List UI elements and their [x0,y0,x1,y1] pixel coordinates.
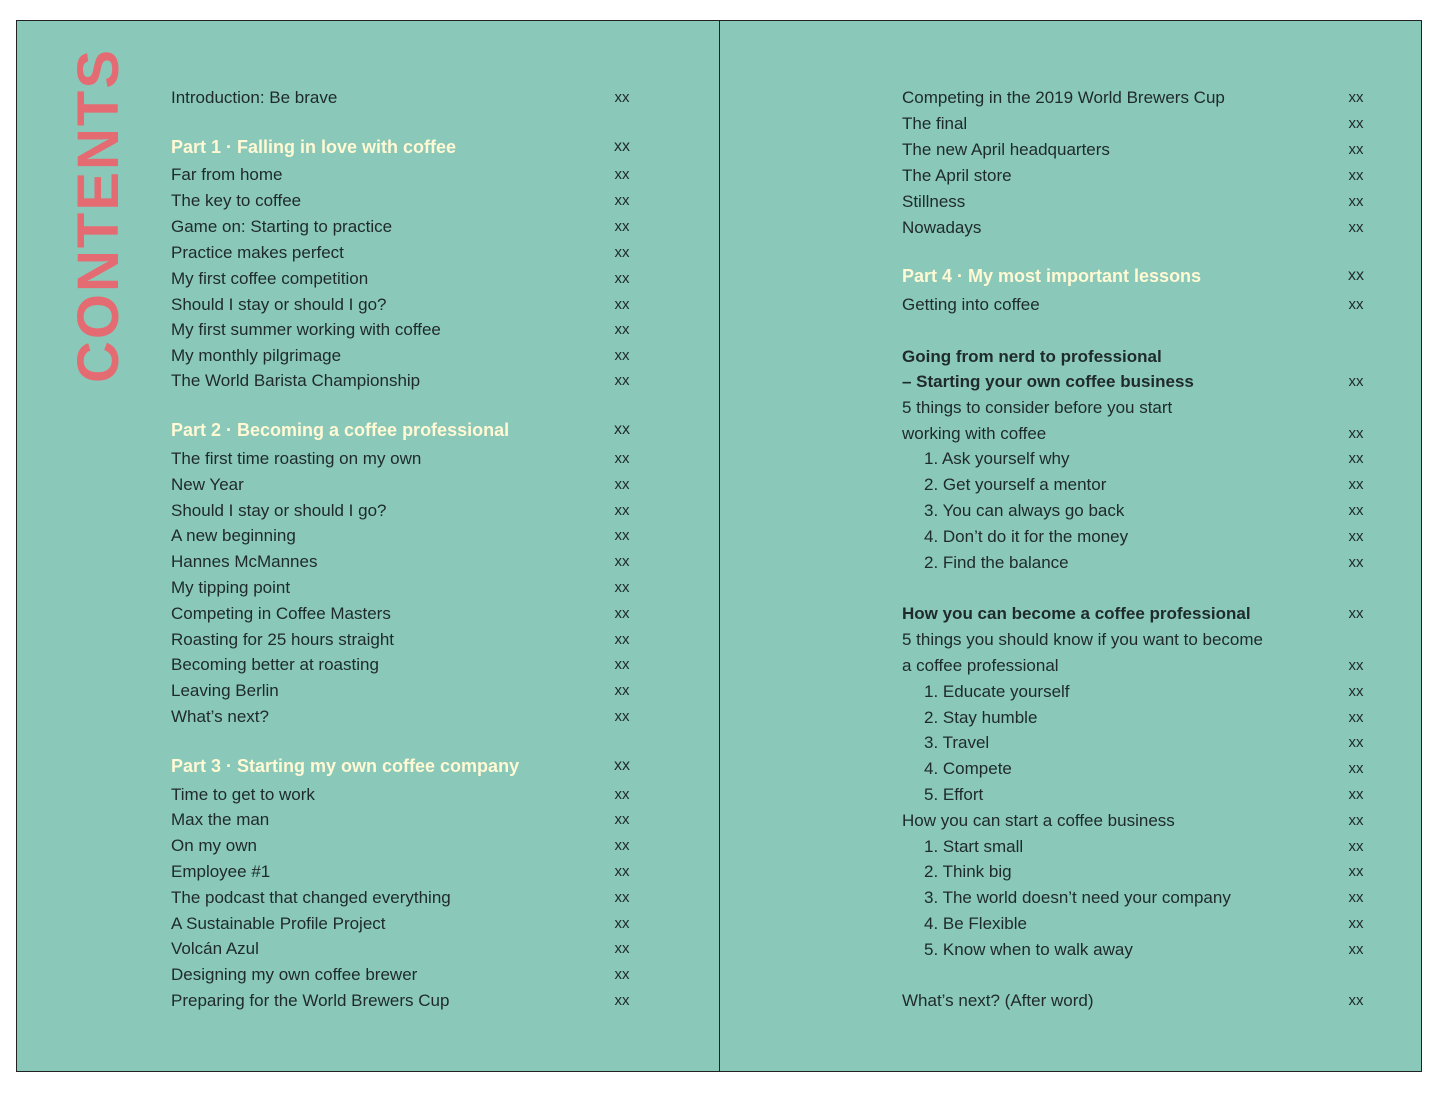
toc-page-number: xx [1348,528,1364,545]
toc-entry[interactable] [171,808,633,832]
toc-entry[interactable] [902,473,1367,497]
toc-page-number: xx [1348,889,1364,906]
toc-entry[interactable] [902,886,1367,910]
toc-entry-title: Leaving Berlin [171,681,279,700]
toc-entry[interactable] [902,731,1367,755]
toc-entry-title: Max the man [171,810,270,829]
toc-entry-title: What’s next? [171,707,269,726]
toc-entry[interactable] [902,370,1367,394]
toc-page-number: xx [1348,89,1364,106]
toc-entry-title: A Sustainable Profile Project [171,914,386,933]
toc-entry[interactable] [902,938,1367,962]
toc-entry[interactable] [171,524,633,548]
toc-entry-title: 3. The world doesn’t need your company [924,888,1231,907]
toc-entry[interactable] [171,783,633,807]
toc-entry-title: Nowadays [902,218,982,237]
toc-page-number: xx [1348,219,1364,236]
toc-entry[interactable] [902,86,1367,110]
toc-page-number: xx [614,296,630,313]
toc-entry[interactable] [171,912,633,936]
toc-page-number: xx [614,992,630,1009]
toc-entry-title: Far from home [171,165,283,184]
toc-entry[interactable] [171,705,633,729]
toc-page-number: xx [614,138,630,155]
toc-page-number: xx [614,244,630,261]
toc-page-number: xx [614,553,630,570]
toc-entry[interactable] [902,783,1367,807]
toc-entry-title: My monthly pilgrimage [171,346,342,365]
toc-entry-title: 5 things to consider before you start [902,398,1173,417]
toc-entry-title: 3. You can always go back [924,501,1125,520]
toc-page-number: xx [1348,267,1364,284]
toc-page-number: xx [1348,812,1364,829]
toc-entry[interactable] [171,653,633,677]
toc-page-number: xx [614,527,630,544]
toc-page-number: xx [614,915,630,932]
page-gutter [719,21,720,1071]
toc-entry[interactable] [171,989,633,1013]
toc-entry-title: The final [902,114,968,133]
toc-page-number: xx [614,889,630,906]
toc-entry[interactable] [902,680,1367,704]
toc-entry[interactable] [171,267,633,291]
toc-entry[interactable] [902,525,1367,549]
toc-entry-title: – Starting your own coffee business [902,372,1194,391]
toc-entry-title: 4. Be Flexible [924,914,1027,933]
toc-entry-title: 4. Compete [924,759,1012,778]
toc-entry[interactable] [171,447,633,471]
toc-entry-title: 5. Effort [924,785,984,804]
toc-entry[interactable] [902,757,1367,781]
toc-entry[interactable] [902,164,1367,188]
toc-entry[interactable] [902,706,1367,730]
toc-entry[interactable] [171,189,633,213]
toc-page-number: xx [614,502,630,519]
toc-page-number: xx [1348,450,1364,467]
toc-page-number: xx [614,863,630,880]
toc-page-number: xx [1348,476,1364,493]
toc-part-heading[interactable] [902,264,1367,288]
toc-page-number: xx [1348,760,1364,777]
toc-entry-title: 2. Think big [924,862,1012,881]
toc-page-number: xx [1348,115,1364,132]
toc-entry[interactable] [171,679,633,703]
toc-entry[interactable] [171,499,633,523]
toc-entry-title: Competing in the 2019 World Brewers Cup [902,88,1225,107]
toc-entry-title: Part 1 · Falling in love with coffee [171,137,457,157]
toc-page-number: xx [614,321,630,338]
toc-entry-title: The World Barista Championship [171,371,421,390]
toc-entry[interactable] [902,345,1367,369]
toc-page-number: xx [1348,709,1364,726]
toc-entry-title: Roasting for 25 hours straight [171,630,395,649]
toc-entry-title: The key to coffee [171,191,302,210]
toc-entry-title: Part 3 · Starting my own coffee company [171,756,520,776]
toc-entry[interactable] [171,215,633,239]
toc-entry-title: On my own [171,836,257,855]
toc-entry[interactable] [171,473,633,497]
toc-entry-title: The April store [902,166,1012,185]
toc-page-number: xx [614,476,630,493]
toc-page-number: xx [1348,167,1364,184]
toc-entry[interactable] [171,628,633,652]
toc-entry[interactable] [171,860,633,884]
toc-entry[interactable] [902,835,1367,859]
toc-entry-title: 2. Get yourself a mentor [924,475,1107,494]
toc-page-number: xx [614,218,630,235]
toc-entry-title: Volcán Azul [171,939,259,958]
toc-entry-title: Practice makes perfect [171,243,344,262]
toc-entry-title: Employee #1 [171,862,271,881]
toc-entry-title: New Year [171,475,244,494]
toc-page-number: xx [1348,605,1364,622]
toc-entry-title: Going from nerd to professional [902,347,1162,366]
toc-entry[interactable] [902,422,1367,446]
toc-entry-title: Game on: Starting to practice [171,217,393,236]
book-spread [16,20,1422,1072]
toc-page-number: xx [1348,734,1364,751]
toc-entry-title: The podcast that changed everything [171,888,451,907]
toc-entry[interactable] [902,138,1367,162]
toc-entry-title: My first coffee competition [171,269,369,288]
toc-page-number: xx [614,421,630,438]
toc-entry-title: a coffee professional [902,656,1059,675]
toc-entry-title: My first summer working with coffee [171,320,441,339]
toc-entry-title: 1. Ask yourself why [924,449,1070,468]
toc-entry[interactable] [171,576,633,600]
toc-entry[interactable] [171,937,633,961]
toc-entry[interactable] [902,809,1367,833]
toc-entry-title: My tipping point [171,578,291,597]
toc-page-number: xx [1348,683,1364,700]
toc-part-heading[interactable] [171,135,633,159]
toc-page-number: xx [614,708,630,725]
toc-entry[interactable] [902,112,1367,136]
toc-page-number: xx [614,579,630,596]
toc-entry-title: What’s next? (After word) [902,991,1094,1010]
toc-entry-title: working with coffee [902,424,1047,443]
toc-entry-title: How you can start a coffee business [902,811,1175,830]
toc-entry[interactable] [902,912,1367,936]
toc-page-number: xx [1348,373,1364,390]
toc-page-number: xx [1348,863,1364,880]
toc-page-number: xx [1348,838,1364,855]
toc-entry[interactable] [902,190,1367,214]
toc-entry[interactable] [171,602,633,626]
toc-page-number: xx [1348,296,1364,313]
toc-entry[interactable] [902,293,1367,317]
contents-heading: CONTENTS [66,48,131,383]
toc-entry-title: 5 things you should know if you want to become [902,630,1263,649]
toc-page-number: xx [614,89,630,106]
toc-entry[interactable] [171,86,633,110]
toc-entry-title: Stillness [902,192,966,211]
toc-entry[interactable] [171,369,633,393]
toc-entry[interactable] [171,834,633,858]
toc-entry-title: The first time roasting on my own [171,449,422,468]
toc-page-number: xx [614,270,630,287]
toc-entry[interactable] [902,499,1367,523]
toc-page-number: xx [614,966,630,983]
toc-page-number: xx [614,786,630,803]
toc-entry-title: 4. Don’t do it for the money [924,527,1129,546]
toc-page-number: xx [614,811,630,828]
toc-page-number: xx [1348,193,1364,210]
toc-entry[interactable] [902,628,1367,652]
toc-entry-title: 2. Stay humble [924,708,1038,727]
toc-page-number: xx [614,347,630,364]
toc-entry-title: Getting into coffee [902,295,1040,314]
toc-page-number: xx [614,757,630,774]
toc-page-number: xx [614,372,630,389]
toc-page-number: xx [614,837,630,854]
toc-entry-title: Time to get to work [171,785,315,804]
toc-entry[interactable] [902,396,1367,420]
toc-entry[interactable] [171,886,633,910]
toc-entry-title: The new April headquarters [902,140,1110,159]
toc-page-number: xx [614,940,630,957]
toc-entry[interactable] [171,163,633,187]
toc-page-number: xx [1348,554,1364,571]
toc-page-number: xx [1348,915,1364,932]
toc-entry-title: Introduction: Be brave [171,88,338,107]
toc-entry-title: Part 4 · My most important lessons [902,266,1202,286]
toc-entry-title: 1. Start small [924,837,1024,856]
toc-entry[interactable] [902,860,1367,884]
toc-page-number: xx [614,682,630,699]
toc-page-number: xx [1348,502,1364,519]
toc-entry-title: 3. Travel [924,733,990,752]
toc-entry-title: A new beginning [171,526,296,545]
toc-entry-title: 1. Educate yourself [924,682,1070,701]
toc-entry-title: Hannes McMannes [171,552,318,571]
toc-page-number: xx [614,631,630,648]
toc-page-number: xx [1348,786,1364,803]
toc-entry[interactable] [902,654,1367,678]
toc-page-number: xx [1348,992,1364,1009]
toc-page-number: xx [614,166,630,183]
toc-entry-title: Competing in Coffee Masters [171,604,391,623]
toc-entry-title: Part 2 · Becoming a coffee professional [171,420,510,440]
toc-entry-title: How you can become a coffee professional [902,604,1251,623]
toc-page-number: xx [614,192,630,209]
toc-entry[interactable] [171,550,633,574]
toc-entry[interactable] [902,551,1367,575]
toc-page-number: xx [1348,657,1364,674]
toc-entry[interactable] [902,216,1367,240]
toc-page-number: xx [614,605,630,622]
toc-page-number: xx [1348,141,1364,158]
toc-part-heading[interactable] [171,754,633,778]
toc-entry[interactable] [171,241,633,265]
toc-entry[interactable] [171,963,633,987]
toc-entry-title: Becoming better at roasting [171,655,379,674]
toc-entry-title: Should I stay or should I go? [171,501,387,520]
toc-entry-title: Preparing for the World Brewers Cup [171,991,450,1010]
toc-page-number: xx [614,656,630,673]
toc-part-heading[interactable] [171,418,633,442]
toc-entry[interactable] [902,447,1367,471]
toc-entry-title: 5. Know when to walk away [924,940,1133,959]
toc-page-number: xx [1348,425,1364,442]
toc-entry[interactable] [171,344,633,368]
toc-entry[interactable] [171,293,633,317]
toc-entry-title: 2. Find the balance [924,553,1069,572]
toc-page-number: xx [614,450,630,467]
toc-entry-title: Should I stay or should I go? [171,295,387,314]
toc-entry[interactable] [902,989,1367,1013]
toc-entry-title: Designing my own coffee brewer [171,965,418,984]
toc-page-number: xx [1348,941,1364,958]
toc-entry[interactable] [171,318,633,342]
toc-entry[interactable] [902,602,1367,626]
